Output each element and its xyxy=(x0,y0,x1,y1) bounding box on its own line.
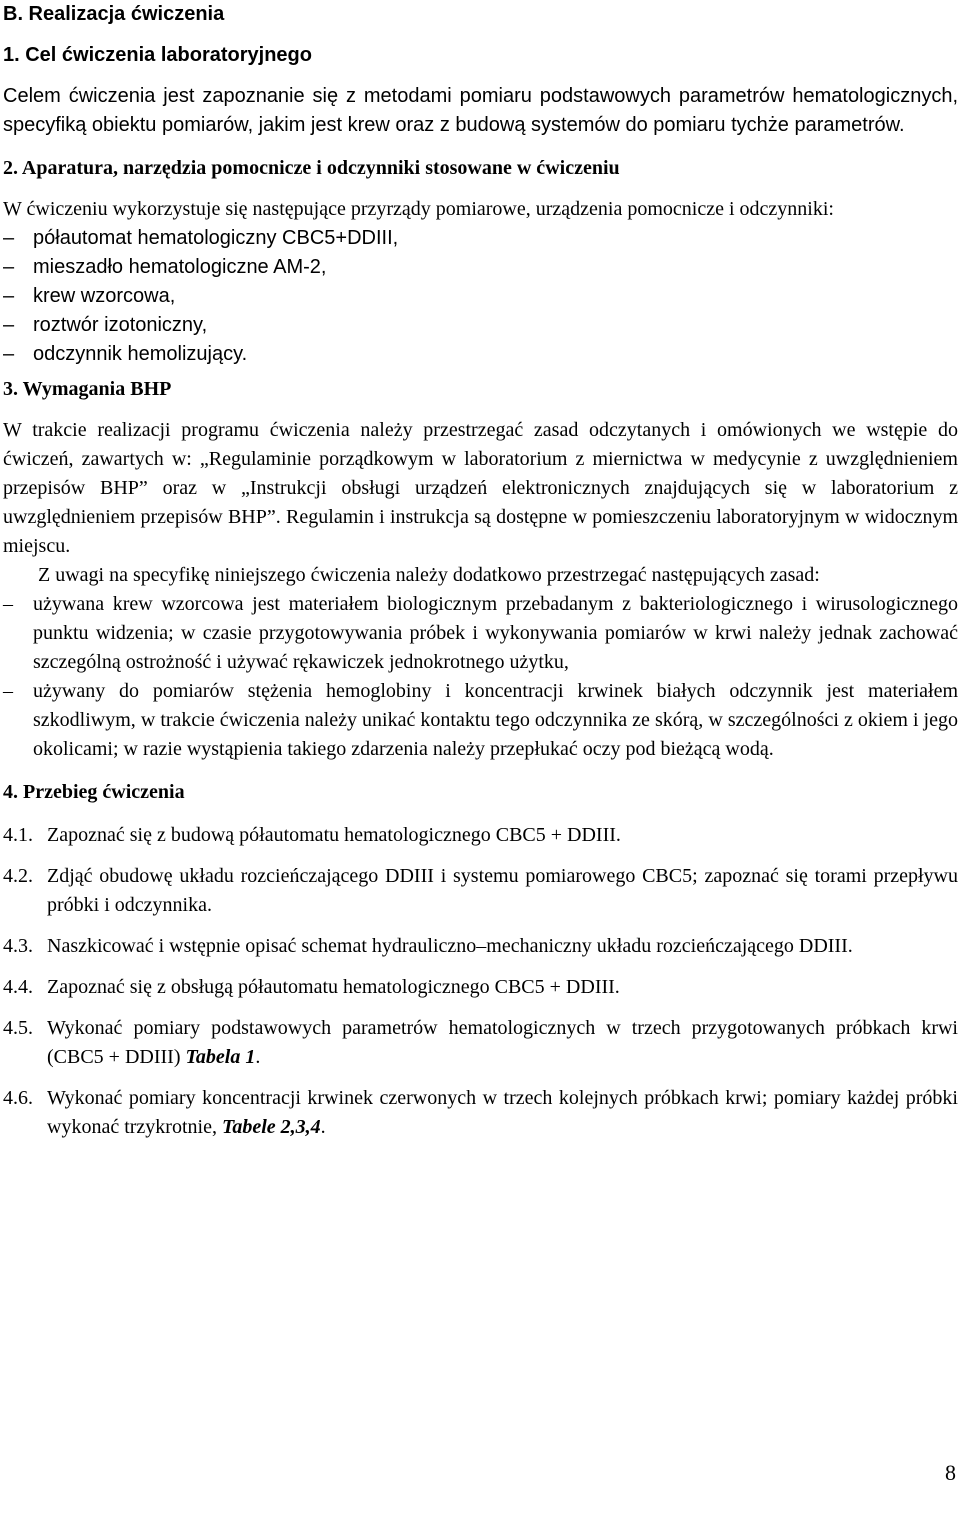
list-item: – roztwór izotoniczny, xyxy=(3,311,958,340)
step-number: 4.5. xyxy=(3,1017,33,1039)
step-number: 4.1. xyxy=(3,824,33,846)
equipment-intro: W ćwiczeniu wykorzystuje się następujące przyrządy pomiarowe, urządzenia pomocnicze i odczynniki: xyxy=(3,198,834,220)
table-reference: Tabele 2,3,4 xyxy=(221,1116,321,1138)
list-item: – krew wzorcowa, xyxy=(3,282,958,311)
procedure-step xyxy=(3,1014,958,1072)
step-text: Zapoznać się z obsługą półautomatu hematologicznego CBC5 + DDIII. xyxy=(47,976,620,998)
procedure-step xyxy=(3,1084,958,1142)
heading-procedure: 4. Przebieg ćwiczenia xyxy=(3,781,185,803)
step-text: Zdjąć obudowę układu rozcieńczającego DDIII i systemu pomiarowego CBC5; zapoznać się torami przepływu próbki i odczynnika. xyxy=(47,865,958,916)
list-item: – odczynnik hemolizujący. xyxy=(3,340,958,369)
step-text: Wykonać pomiary koncentracji krwinek czerwonych w trzech kolejnych próbkach krwi; pomiary każdej próbki wykonać trzykrotnie, xyxy=(47,1087,958,1138)
section-title: B. Realizacja ćwiczenia xyxy=(3,3,225,25)
list-item: – używana krew wzorcowa jest materiałem biologicznym przebadanym z bakteriologicznego i wirusologicznego punktu widzenia; w czasie przygotowywania próbek i wykonywania pomiarów w krwi należy jednak zachować szczególną ostrożność i używać rękawiczek jednokrotnego użytku, xyxy=(3,590,958,677)
heading-goal: 1. Cel ćwiczenia laboratoryjnego xyxy=(3,44,312,66)
goal-paragraph: Celem ćwiczenia jest zapoznanie się z metodami pomiaru podstawowych parametrów hematologicznych, specyfiką obiektu pomiarów, jakim jest krew oraz z budową systemów do pomiaru tychże parametrów. xyxy=(3,85,958,136)
step-tail: . xyxy=(320,1116,326,1138)
step-number: 4.4. xyxy=(3,976,33,998)
list-item: – mieszadło hematologiczne AM-2, xyxy=(3,253,958,282)
page-number: 8 xyxy=(945,1460,956,1485)
step-number: 4.3. xyxy=(3,935,33,957)
procedure-step xyxy=(3,821,958,850)
step-text: Naszkicować i wstępnie opisać schemat hydrauliczno–mechaniczny układu rozcieńczającego DDIII. xyxy=(47,935,853,957)
list-item: – półautomat hematologiczny CBC5+DDIII, xyxy=(3,224,958,253)
safety-paragraph-2: Z uwagi na specyfikę niniejszego ćwiczenia należy dodatkowo przestrzegać następujących zasad: xyxy=(38,564,820,586)
equipment-list xyxy=(3,224,958,369)
list-item: – używany do pomiarów stężenia hemoglobiny i koncentracji krwinek białych odczynnik jest materiałem szkodliwym, w trakcie ćwiczenia należy unikać kontaktu tego odczynnika ze skórą, w szczególności z okiem i jego okolicami; w razie wystąpienia takiego zdarzenia należy przepłukać oczy pod bieżącą wodą. xyxy=(3,677,958,764)
step-text: Wykonać pomiary podstawowych parametrów hematologicznych w trzech przygotowanych próbkach krwi (CBC5 + DDIII) xyxy=(47,1017,958,1068)
safety-paragraph: W trakcie realizacji programu ćwiczenia należy przestrzegać zasad odczytanych i omówionych we wstępie do ćwiczeń, zawartych w: „Regulaminie porządkowym w laboratorium z miernictwa w medycynie z uwzględnieniem przepisów BHP” oraz w „Instrukcji obsługi urządzeń elektronicznych znajdujących się w laboratorium z uwzględnieniem przepisów BHP”. Regulamin i instrukcja są dostępne w pomieszczeniu laboratoryjnym w widocznym miejscu. xyxy=(3,419,958,557)
step-tail: . xyxy=(255,1046,261,1068)
step-number: 4.6. xyxy=(3,1087,33,1109)
safety-list xyxy=(3,590,958,764)
procedure-step xyxy=(3,932,958,961)
step-number: 4.2. xyxy=(3,865,33,887)
heading-safety: 3. Wymagania BHP xyxy=(3,378,172,400)
step-text: Zapoznać się z budową półautomatu hematologicznego CBC5 + DDIII. xyxy=(47,824,621,846)
heading-equipment: 2. Aparatura, narzędzia pomocnicze i odczynniki stosowane w ćwiczeniu xyxy=(3,157,620,179)
document-page xyxy=(3,0,958,1154)
procedure-list xyxy=(3,821,958,1142)
procedure-step xyxy=(3,862,958,920)
procedure-step xyxy=(3,973,958,1002)
table-reference: Tabela 1 xyxy=(185,1046,256,1068)
